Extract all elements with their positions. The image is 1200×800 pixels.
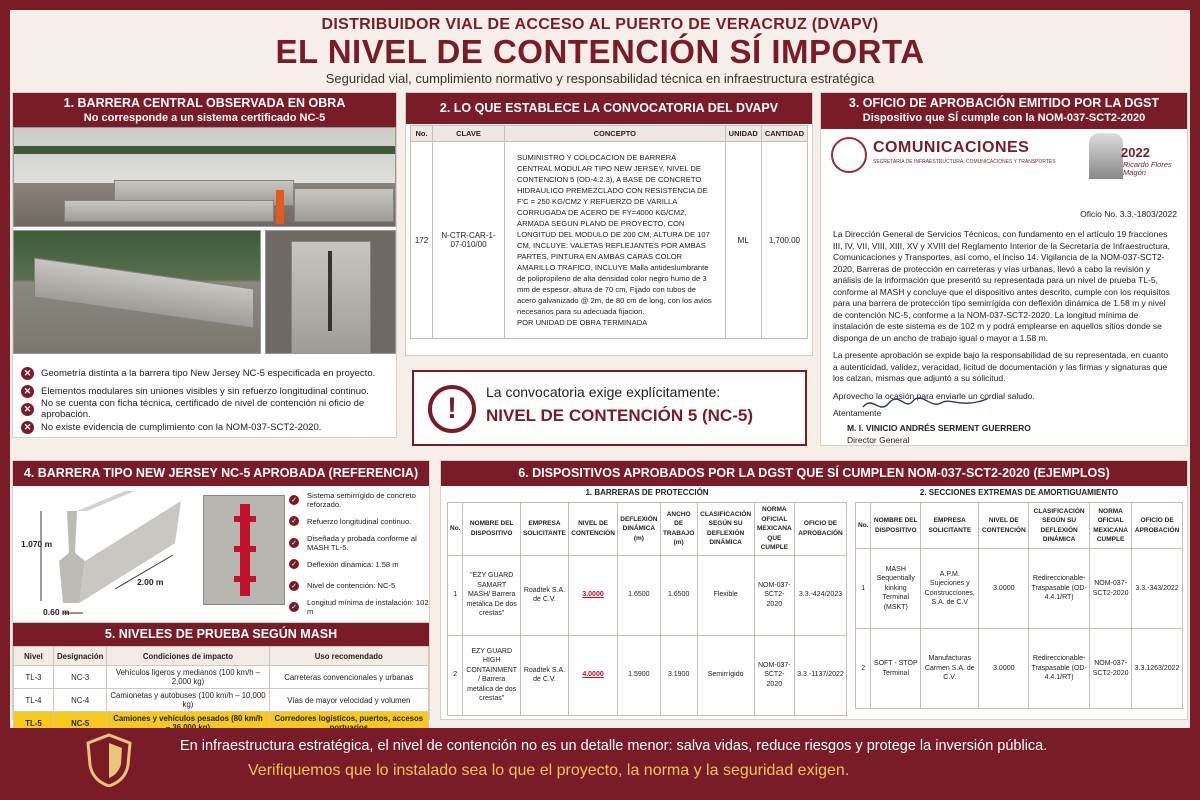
oficio-number: Oficio No. 3.3.-1803/2022 [1080, 209, 1177, 219]
panel-title: 3. OFICIO DE APROBACIÓN EMITIDO POR LA DGST [848, 96, 1160, 110]
agency-logo: COMUNICACIONES [873, 139, 1030, 156]
panel-subtitle: Dispositivo que SÍ cumple con la NOM-037-SCT2-2020 [862, 112, 1146, 124]
poster-header [10, 10, 1190, 88]
footer-banner [10, 728, 1190, 790]
convocatoria-table-wrap [410, 125, 808, 339]
x-icon: ✕ [21, 385, 34, 398]
issue-item: ✕ Geometría distinta a la barrera tipo New Jersey NC-5 especificada en proyecto. [21, 364, 396, 382]
table-row: 1 MASH Sequentially kinking Terminal (MSKT) A.P.M. Sujeciones y Construcciones, S.A. de C.V 3.0000 Redireccionable-Traspasable (OD-4.4.1/RT) NOM-037-SCT2-2020 3.3.-343/2022 [856, 549, 1183, 629]
table-header-row: No. NOMBRE DEL DISPOSITIVO EMPRESA SOLICITANTE NIVEL DE CONTENCIÓN DEFLEXIÓN DINÁMICA (m) ANCHO DE TRABAJO (m) CLASIFICACIÓN SEGÚN SU DEFLEXIÓN DINÁMICA NORMA OFICIAL MEXICANA QUE CUMPLE OFICIO DE APROBACIÓN [448, 503, 847, 556]
signer-name: M. I. VINICIO ANDRÉS SERMENT GUERRERO [847, 423, 1031, 433]
check-icon: ✓ [289, 538, 299, 548]
check-icon: ✓ [289, 559, 299, 569]
dimension-length: 2.00 m [137, 577, 164, 587]
check-icon: ✓ [289, 602, 299, 612]
convocatoria-table [410, 125, 808, 339]
panel-observed-barrier [12, 92, 397, 438]
photo-barrier-row [13, 230, 261, 354]
barrier-3d-diagram [23, 491, 193, 621]
feature-list [289, 489, 429, 618]
x-icon: ✕ [21, 367, 34, 380]
panel-title: 1. BARRERA CENTRAL OBSERVADA EN OBRA [63, 96, 346, 110]
portrait-icon [1089, 133, 1123, 179]
panel-title: 4. BARRERA TIPO NEW JERSEY NC-5 APROBADA (REFERENCIA) [23, 466, 419, 480]
feature-item: ✓ Deflexión dinámica: 1.58 m [289, 554, 429, 576]
feature-item: ✓ Longitud mínima de instalación: 102 m [289, 597, 429, 619]
dimension-width: 0.60 m [43, 607, 70, 617]
barriers-table [447, 502, 847, 716]
signature-icon [861, 393, 991, 417]
check-icon: ✓ [289, 581, 299, 591]
footer-call-to-action: Verifiquemos que lo instalado sea lo que el proyecto, la norma y la seguridad exigen. [248, 762, 850, 779]
organization-name: DISTRIBUIDOR VIAL DE ACCESO AL PUERTO DE VERACRUZ (DVAPV) [321, 16, 879, 33]
concept-text: SUMINISTRO Y COLOCACION DE BARRERA CENTRAL MODULAR TIPO NEW JERSEY, NIVEL DE CONTENCION 5 (OD-4.2.3), A BASE DE CONCRETO HIDRAULICO PREMEZCLADO CON RESISTENCIA DE F'C = 250 KG/CM2 Y REFUERZO DE VARILLA CORRUGADA DE ACERO DE FY=4000 KG/CM2, ARMADA SEGUN PLANO DE PROYECTO, CON LONGITUD DEL MODULO DE 200 CM, ALTURA DE 107 CM, INCLUYE: VALETAS REFLEJANTES POR AMBAS PARTES, PINTURA EN AMBAS CARAS COLOR AMARILLO TRAFICO, INCLUYE Malla antideslumbrante de polipropileno de alta densidad color negro humo de 3 mm de espesor, altura de 70 cm, Fijado con tubos de acero galvanizado @ 2m, de 80 cm de long, con los avios necesarios para su adecuada fijacion. [517, 153, 712, 316]
panel-title: 5. NIVELES DE PRUEBA SEGÚN MASH [104, 627, 338, 641]
x-icon: ✕ [21, 403, 34, 416]
panel-header [13, 461, 429, 486]
check-icon: ✓ [289, 495, 299, 505]
photo-barriers-field [13, 127, 396, 227]
footer-message: En infraestructura estratégica, el nivel de contención no es un detalle menor: salva vidas, reduce riesgos y protege la inversión pública. [180, 738, 1048, 754]
alert-level: NIVEL DE CONTENCIÓN 5 (NC-5) [486, 406, 753, 425]
panel-reference-barrier [12, 460, 430, 624]
table-row: 1 "EZY GUARD SAMART MASH/ Barrera metálica De dos crestas" Roadtek S.A. de C.V. 3.0000 1.6500 1.6500 Flexible NOM-037-SCT2-2020 3.3.-424/2023 [448, 555, 847, 635]
letter-body: La Dirección General de Servicios Técnicos, con fundamento en el artículo 19 fracciones III, IV, VII, VIII, XIII, XV y XVIII del Reglamento Interior de la Secretaría de Infraestructura, Comunicaciones y Transportes, así como, el inciso 14. Vigilancia de la NOM-037-SCT2-2020, Barreras de protección en carreteras y vías urbanas, llevó a cabo la revisión y análisis de la información que presentó su representada para un nivel de prueba TL-5, conforme al MASH y concluye que el dispositivo antes descrito, cumple con los requisitos para una barrera de protección tipo semirrígida con deflexión dinámica de 1.58 m y nivel de contención NC-5, conforme a la NOM-037-SCT2-2020. La longitud mínima de instalación de este sistema es de 102 m y podrá emplearse en aquellos sitios donde se disponga de un ancho de trabajo igual o mayor a 1.58 m. La presente aprobación se expide bajo la responsabilidad de su representada, en cuanto a autenticidad, validez, veracidad, licitud de documentación y las firmas y signaturas que los calzan, mismas que adjuntó a su solicitud. Aprovecho la ocasión para enviarle un cordial saludo. Atentamente [833, 229, 1171, 418]
section-title: 1. BARRERAS DE PROTECCIÓN [585, 488, 709, 497]
feature-item: ✓ Sistema semirrígido de concreto reforzado. [289, 489, 429, 511]
issue-item: ✕ Elementos modulares sin uniones visibles y sin refuerzo longitudinal continuo. [21, 382, 396, 400]
issue-item: ✕ No existe evidencia de cumplimiento con la NOM-037-SCT2-2020. [21, 418, 396, 436]
mash-levels-table [13, 646, 429, 735]
table-row: 2 SOFT - STOP Terminal Manufacturas Carmen S.A. de C.V. 3.0000 Redireccionable-Traspasable (OD-4.4.1/RT) NOM-037-SCT2-2020 3.3.1263/2022 [856, 629, 1183, 709]
end-sections-section [855, 483, 1183, 709]
feature-item: ✓ Diseñada y probada conforme al MASH TL-5. [289, 532, 429, 554]
panel-approval-letter [820, 92, 1188, 446]
seal-icon [831, 137, 867, 173]
table-row: TL-4 NC-4 Camionetas y autobuses (100 km/h – 10,000 kg) Vías de mayor velocidad y volumen [14, 689, 429, 712]
signer-role: Director General [847, 435, 910, 445]
issue-list [21, 364, 396, 436]
table-header-row: No. NOMBRE DEL DISPOSITIVO EMPRESA SOLICITANTE NIVEL DE CONTENCIÓN CLASIFICACIÓN SEGÚN SU DEFLEXIÓN DINÁMICA NORMA OFICIAL MEXICANA CUMPLE OFICIO DE APROBACIÓN [856, 503, 1183, 549]
agency-subtitle: SECRETARÍA DE INFRAESTRUCTURA, COMUNICACIONES Y TRANSPORTES [873, 159, 1056, 165]
alert-icon: ! [428, 385, 476, 433]
table-header-row: Nivel Designación Condiciones de impacto Uso recomendado [14, 647, 429, 666]
alert-text: La convocatoria exige explícitamente: [486, 384, 721, 400]
panel-convocatoria [405, 92, 813, 356]
panel-header [13, 623, 429, 646]
table-row: 172 N-CTR-CAR-1-07-010/00 SUMINISTRO Y COLOCACION DE BARRERA CENTRAL MODULAR TIPO NEW JERSEY, NIVEL DE CONTENCION 5 (OD-4.2.3), A BASE DE CONCRETO HIDRAULICO PREMEZCLADO CON RESISTENCIA DE F'C = 250 KG/CM2 Y REFUERZO DE VARILLA CORRUGADA DE ACERO DE FY=4000 KG/CM2, ARMADA SEGUN PLANO DE PROYECTO, CON LONGITUD DEL MODULO DE 200 CM, ALTURA DE 107 CM, INCLUYE: VALETAS REFLEJANTES POR AMBAS PARTES, PINTURA EN AMBAS CARAS COLOR AMARILLO TRAFICO, INCLUYE Malla antideslumbrante de polipropileno de alta densidad color negro humo de 3 mm de espesor, altura de 70 cm, Fijado con tubos de acero galvanizado @ 2m, de 80 cm de long, con los avios necesarios para su adecuada fijacion. POR UNIDAD DE OBRA TERMINADA ML 1,700.00 [411, 142, 808, 339]
year-emblem: 2022 Ricardo Flores Magón [1089, 133, 1177, 179]
check-icon: ✓ [289, 516, 299, 526]
x-icon: ✕ [21, 421, 34, 434]
reinforcement-diagram [203, 495, 285, 605]
section-title: 2. SECCIONES EXTREMAS DE AMORTIGUAMIENTO [919, 488, 1119, 497]
panel-header [13, 93, 396, 129]
panel-approved-devices [440, 460, 1188, 720]
panel-header [821, 93, 1187, 129]
feature-item: ✓ Nivel de contención: NC-5 [289, 575, 429, 597]
concept-unit: POR UNIDAD DE OBRA TERMINADA [517, 318, 648, 327]
panel-header [406, 93, 812, 124]
panel-subtitle: No corresponde a un sistema certificado NC-5 [83, 112, 326, 124]
shield-icon [84, 733, 134, 787]
table-row: TL-3 NC-3 Vehículos ligeros y medianos (100 km/h – 2,000 kg) Carreteras convencionales y urbanas [14, 666, 429, 689]
table-row: 2 EZY GUARD HIGH CONTAINMENT / Barrera metálica de dos crestas" Roadtek S.A. de C.V. 4.0000 1.5900 3.1900 Semirrígido NOM-037-SCT2-2020 3.3.-1137/2022 [448, 635, 847, 715]
feature-item: ✓ Refuerzo longitudinal continuo. [289, 511, 429, 533]
end-sections-table [855, 502, 1183, 709]
panel-title: 2. LO QUE ESTABLECE LA CONVOCATORIA DEL DVAPV [439, 101, 779, 115]
table-row-highlight: TL-5 NC-5 Camiones y vehículos pesados (80 km/h Corredores logísticos, puertos, accesos [14, 712, 429, 735]
panel-mash-levels [12, 622, 430, 728]
panel-title: 6. DISPOSITIVOS APROBADOS POR LA DGST QUE SÍ CUMPLEN NOM-037-SCT2-2020 (EJEMPLOS) [518, 466, 1110, 480]
issue-item: ✕ No se cuenta con ficha técnica, certificado de nivel de contención ni oficio de aprobación. [21, 400, 396, 418]
poster-title: EL NIVEL DE CONTENCIÓN SÍ IMPORTA [275, 33, 925, 70]
dimension-height: 1.070 m [21, 539, 53, 549]
requirement-alert [412, 370, 807, 446]
poster-subtitle: Seguridad vial, cumplimiento normativo y responsabilidad técnica en infraestructura estratégica [325, 71, 875, 86]
barriers-section [447, 483, 847, 716]
photo-barrier-detail [265, 230, 396, 354]
table-header-row: No. CLAVE CONCEPTO UNIDAD CANTIDAD [411, 126, 808, 142]
